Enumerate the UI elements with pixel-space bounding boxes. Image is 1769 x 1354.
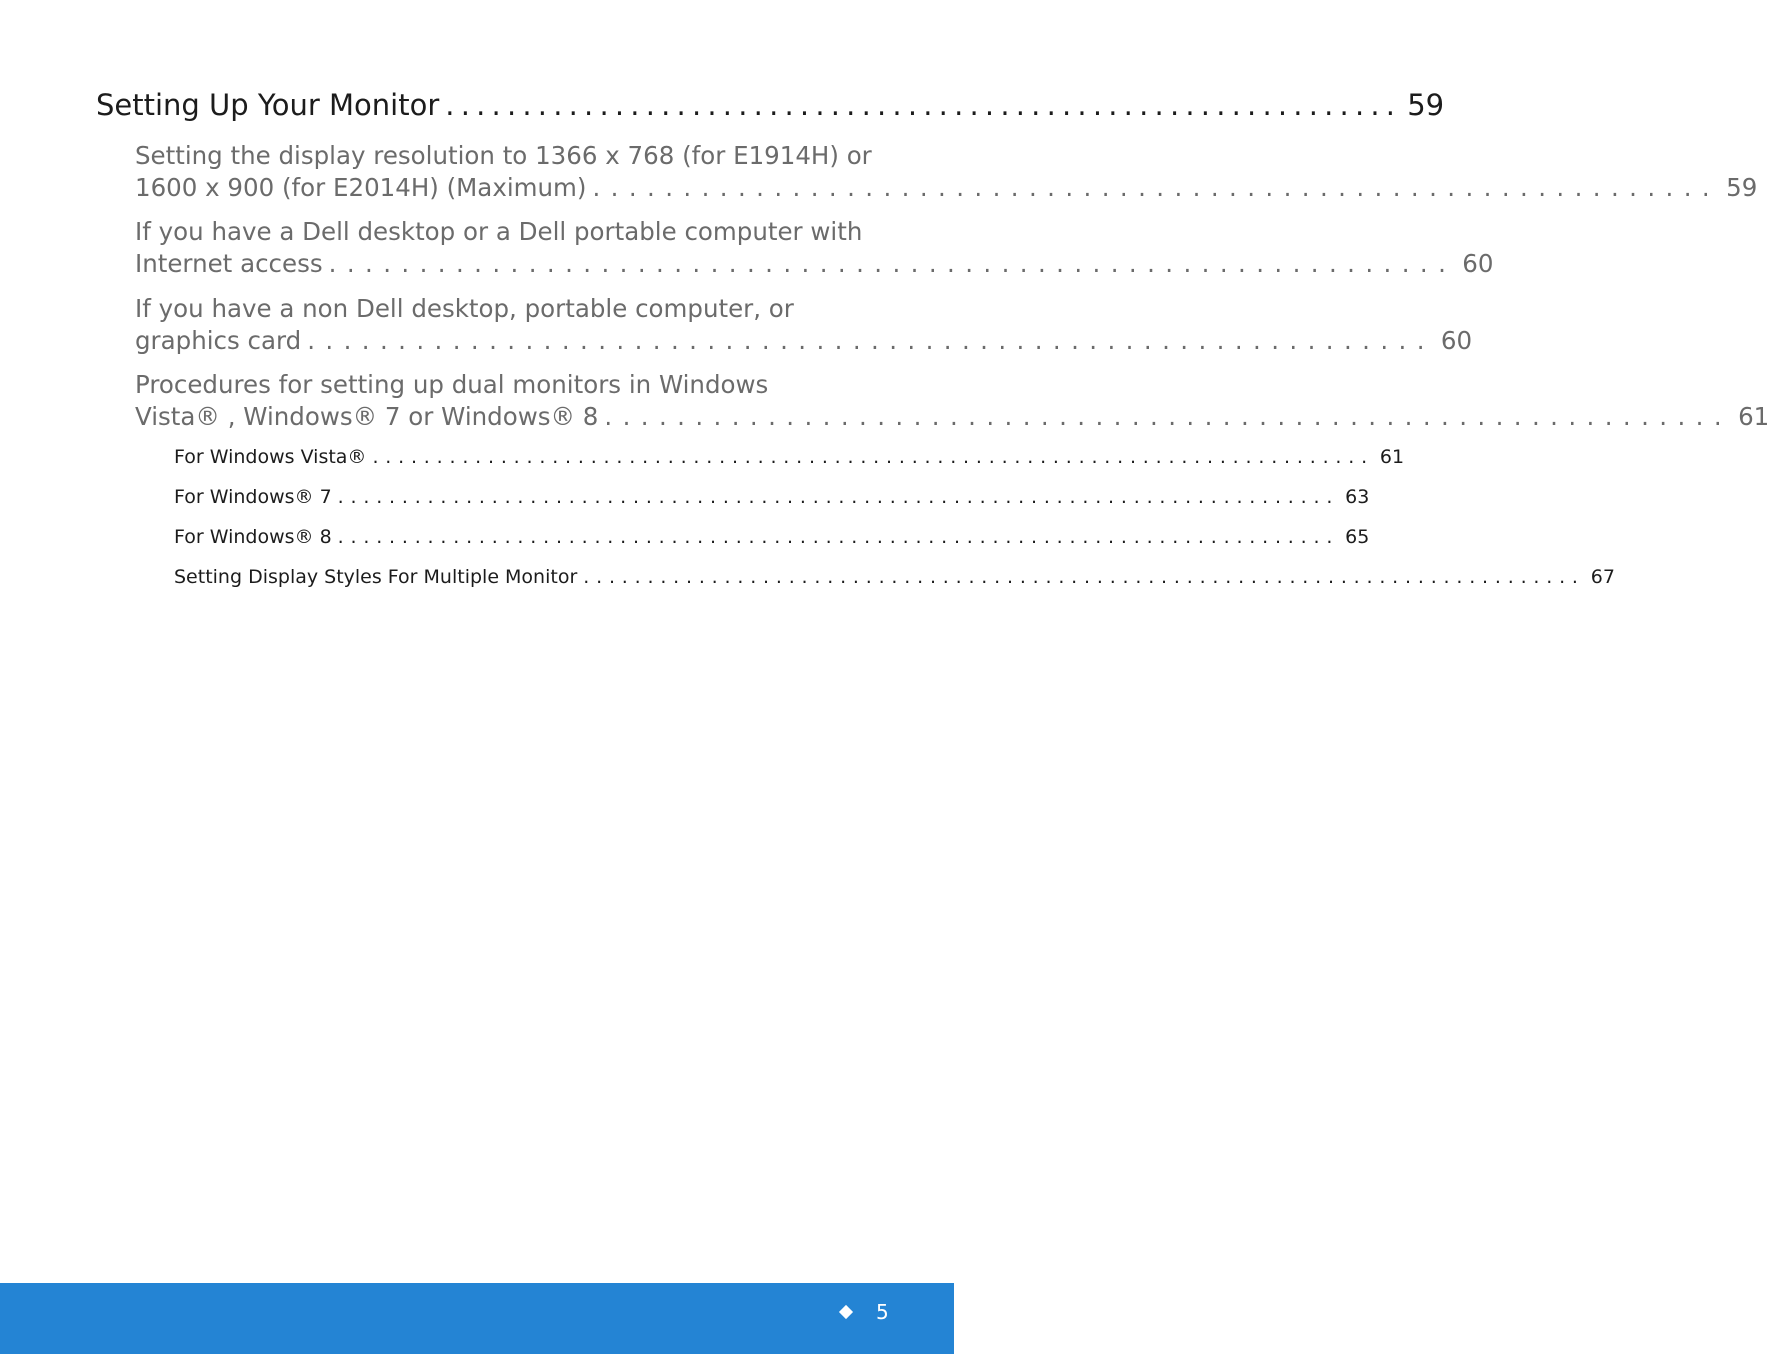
toc-subsection-title: Setting Display Styles For Multiple Monitor — [174, 566, 578, 588]
toc-section-title-line2: graphics card — [135, 326, 302, 355]
toc-subsection-entry[interactable] — [174, 566, 1615, 588]
toc-section-page: 60 — [1440, 326, 1473, 355]
toc-subsection-page: 61 — [1379, 446, 1405, 468]
toc-section-entry[interactable] — [135, 369, 1769, 433]
toc-section-entry[interactable] — [135, 216, 1494, 280]
dot-leader: .............................................................................. — [337, 486, 1340, 508]
toc-section-title-line1: If you have a Dell desktop or a Dell portable computer with — [135, 217, 863, 246]
toc-section-title-line2: 1600 x 900 (for E2014H) (Maximum) — [135, 173, 587, 202]
toc-subsection-page: 63 — [1345, 486, 1370, 508]
dot-leader: .............................................................. — [328, 249, 1457, 278]
dot-leader: .............................................................................. — [337, 526, 1340, 548]
dot-leader: .............................................................. — [604, 402, 1733, 431]
toc-section-entry[interactable] — [135, 293, 1473, 357]
dot-leader: .............................................................................. — [583, 566, 1585, 588]
toc-heading-title: Setting Up Your Monitor — [96, 88, 440, 122]
toc-subsection-title: For Windows Vista® — [174, 446, 367, 468]
page-number: 5 — [876, 1300, 889, 1324]
dot-leader: .............................................................. — [307, 326, 1435, 355]
toc-section-entry[interactable] — [135, 140, 1758, 204]
toc-section-title-line1: If you have a non Dell desktop, portable computer, or — [135, 294, 794, 323]
toc-section-title-line1: Procedures for setting up dual monitors in Windows — [135, 370, 769, 399]
toc-subsection-entry[interactable] — [174, 486, 1370, 508]
toc-section-page: 61 — [1738, 402, 1769, 431]
dot-leader: .............................................................. — [592, 173, 1721, 202]
toc-subsection-title: For Windows® 8 — [174, 526, 332, 548]
toc-subsection-entry[interactable] — [174, 446, 1405, 468]
toc-section-title-line1: Setting the display resolution to 1366 x 768 (for E1914H) or — [135, 141, 872, 170]
dot-leader: .............................................................................. — [372, 446, 1374, 468]
footer-bar — [0, 1283, 954, 1354]
toc-heading-entry[interactable] — [96, 88, 1445, 122]
toc-heading-page: 59 — [1407, 88, 1445, 122]
toc-subsection-page: 65 — [1345, 526, 1370, 548]
toc-subsection-title: For Windows® 7 — [174, 486, 332, 508]
toc-subsection-page: 67 — [1590, 566, 1615, 588]
toc-section-title-line2: Vista® , Windows® 7 or Windows® 8 — [135, 402, 599, 431]
toc-section-page: 59 — [1726, 173, 1758, 202]
toc-section-page: 60 — [1462, 249, 1494, 278]
toc-section-title-line2: Internet access — [135, 249, 323, 278]
dot-leader: .............................................................. — [445, 88, 1402, 122]
toc-subsection-entry[interactable] — [174, 526, 1370, 548]
